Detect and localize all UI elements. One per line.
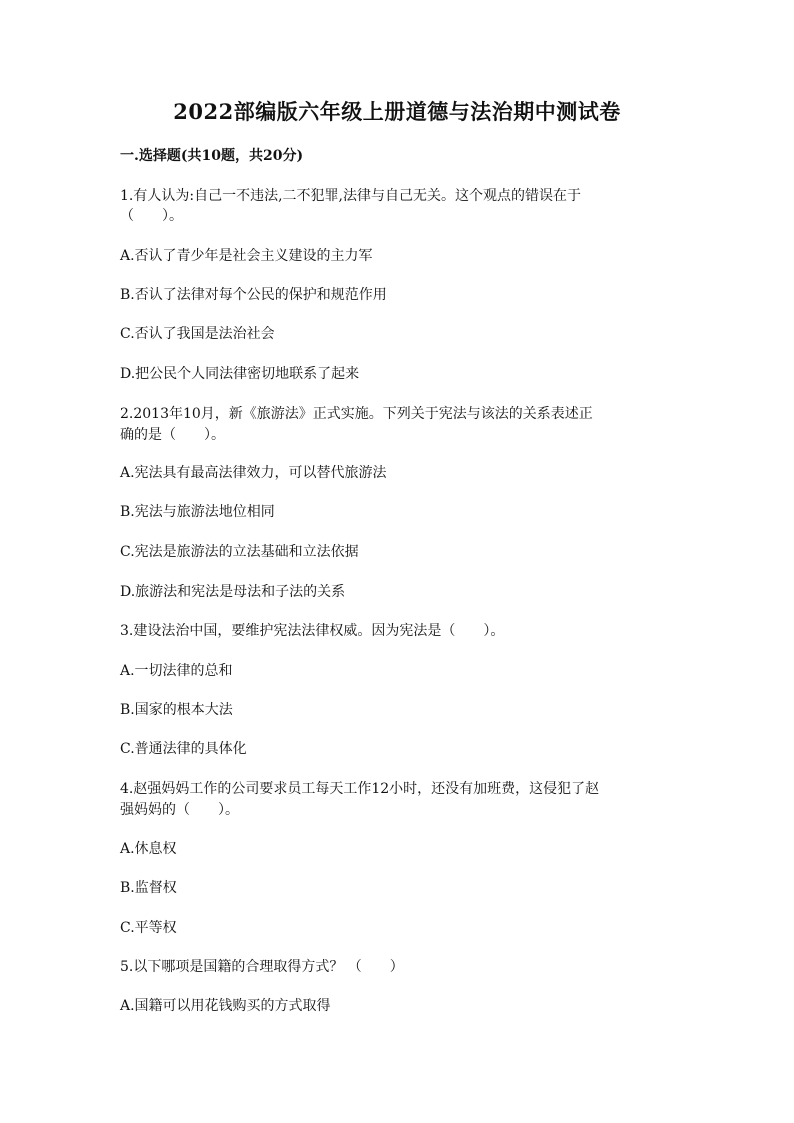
question-4-option-c: C.平等权 (120, 920, 177, 936)
question-1-stem-line-2: （ ）。 (120, 208, 183, 224)
question-2-option-d: D.旅游法和宪法是母法和子法的关系 (120, 584, 346, 600)
question-5-stem-line-1: 5.以下哪项是国籍的合理取得方式？ （ ） (120, 959, 404, 975)
question-2-option-c: C.宪法是旅游法的立法基础和立法依据 (120, 544, 359, 560)
question-3-stem-line-1: 3.建设法治中国，要维护宪法法律权威。因为宪法是（ ）。 (120, 623, 505, 639)
question-4-stem-line-2: 强妈妈的（ ）。 (120, 802, 239, 818)
question-2-stem-line-2: 确的是（ ）。 (120, 427, 225, 443)
section-heading: 一.选择题(共10题，共20分) (120, 148, 304, 164)
question-4-option-b: B.监督权 (120, 880, 177, 896)
question-3-option-a: A.一切法律的总和 (120, 663, 233, 679)
question-1-option-d: D.把公民个人同法律密切地联系了起来 (120, 366, 360, 382)
question-5-option-a: A.国籍可以用花钱购买的方式取得 (120, 998, 331, 1014)
question-1-option-a: A.否认了青少年是社会主义建设的主力军 (120, 248, 373, 264)
question-1-option-b: B.否认了法律对每个公民的保护和规范作用 (120, 287, 387, 303)
question-3-option-b: B.国家的根本大法 (120, 702, 233, 718)
question-2-option-a: A.宪法具有最高法律效力，可以替代旅游法 (120, 465, 387, 481)
question-3-option-c: C.普通法律的具体化 (120, 741, 247, 757)
question-2-stem-line-1: 2.2013年10月，新《旅游法》正式实施。下列关于宪法与该法的关系表述正 (120, 406, 593, 422)
question-2-option-b: B.宪法与旅游法地位相同 (120, 504, 275, 520)
question-1-stem-line-1: 1.有人认为:自己一不违法,二不犯罪,法律与自己无关。这个观点的错误在于 (120, 188, 581, 204)
question-4-option-a: A.休息权 (120, 841, 177, 857)
question-1-option-c: C.否认了我国是法治社会 (120, 326, 275, 342)
question-4-stem-line-1: 4.赵强妈妈工作的公司要求员工每天工作12小时，还没有加班费，这侵犯了赵 (120, 781, 600, 797)
document-title: 2022部编版六年级上册道德与法治期中测试卷 (173, 99, 621, 124)
